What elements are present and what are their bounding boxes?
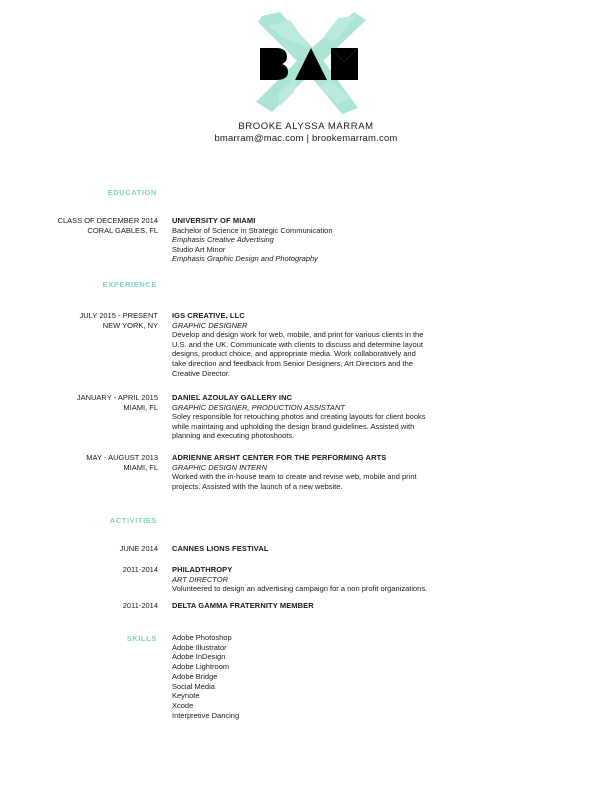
entry-line: Soley responsible for retouching photos and creating layouts for client books [172, 412, 426, 422]
entry-details [172, 565, 462, 594]
entry-org: IGS CREATIVE, LLC [172, 311, 245, 320]
entry-line: Creative Director. [172, 368, 230, 378]
entry-location: MIAMI, FL [123, 462, 158, 472]
entry-org: DANIEL AZOULAY GALLERY INC [172, 393, 293, 402]
entry-location: CORAL GABLES, FL [87, 225, 158, 235]
skill-item: Adobe Lightroom [172, 662, 230, 672]
entry-org: ADRIENNE ARSHT CENTER FOR THE PERFORMING ARTS [172, 453, 387, 462]
entry-details [172, 601, 462, 611]
section-title-experience: EXPERIENCE [102, 280, 157, 289]
skill-item: Social Media [172, 681, 215, 691]
entry-line: Develop and design work for web, mobile, and print for various clients in the [172, 330, 424, 340]
entry-org: UNIVERSITY OF MIAMI [172, 216, 256, 225]
entry-line: Volunteered to design an advertising campaign for a non profit organizations. [172, 584, 428, 594]
skill-item: Adobe Photoshop [172, 633, 232, 642]
brush-x-logo-graphic [250, 8, 370, 118]
entry-line: Worked with the in-house team to create and revise web, mobile and print [172, 472, 417, 482]
bam-logo [250, 8, 370, 118]
entry-line: Bachelor of Science in Strategic Communication [172, 225, 333, 235]
entry-details [172, 544, 462, 554]
skill-item: Adobe InDesign [172, 652, 226, 662]
entry-details [172, 393, 462, 441]
entry-line: while maintaing and upholding the design brand guidelines. Assisted with [172, 421, 415, 431]
entry-date: 2011-2014 [122, 565, 158, 574]
entry-line: designs, product choice, and appropriate media. Work collaboratively and [172, 349, 416, 359]
entry-line: Emphasis Creative Advertising [172, 235, 274, 245]
skill-item: Adobe Bridge [172, 671, 218, 681]
entry-line: projects. Assisted with the launch of a new website. [172, 481, 343, 491]
entry-role: GRAPHIC DESIGNER, PRODUCTION ASSISTANT [172, 402, 345, 412]
entry-org: PHILADTHROPY [172, 565, 233, 574]
entry-date: 2011-2014 [122, 601, 158, 610]
entry-line: planning and executing photoshoots. [172, 431, 295, 441]
entry-dates [8, 393, 158, 412]
entry-org: CANNES LIONS FESTIVAL [172, 544, 269, 553]
entry-location: MIAMI, FL [123, 402, 158, 412]
section-title-education: EDUCATION [107, 188, 157, 197]
entry-dates [8, 453, 158, 472]
contact-line: bmarram@mac.com | brookemarram.com [214, 133, 398, 144]
resume-name: BROOKE ALYSSA MARRAM [238, 121, 374, 132]
entry-date: MAY - AUGUST 2013 [86, 453, 158, 462]
entry-dates [8, 216, 158, 235]
entry-line: U.S. and the UK. Communicate with clients to discuss and determine layout [172, 339, 423, 349]
entry-org: DELTA GAMMA FRATERNITY MEMBER [172, 601, 314, 610]
entry-line: take direction and feedback from Senior Designers, Art Directors and the [172, 358, 413, 368]
entry-details [172, 453, 462, 491]
entry-line: Studio Art Minor [172, 244, 226, 254]
skill-item: Keynote [172, 691, 200, 701]
entry-details [172, 311, 462, 378]
entry-date: CLASS OF DECEMBER 2014 [57, 216, 158, 225]
entry-role: GRAPHIC DESIGNER [172, 320, 248, 330]
entry-role: ART DIRECTOR [172, 574, 228, 584]
entry-dates [8, 311, 158, 330]
skill-item: Adobe Illustrator [172, 642, 227, 652]
section-title-skills: SKILLS [126, 634, 157, 643]
entry-date: JULY 2015 - PRESENT [79, 311, 158, 320]
entry-date: JANUARY - APRIL 2015 [76, 393, 158, 402]
entry-location: NEW YORK, NY [102, 320, 158, 330]
entry-date: JUNE 2014 [119, 544, 158, 553]
entry-role: GRAPHIC DESIGN INTERN [172, 462, 268, 472]
skill-item: Xcode [172, 700, 194, 710]
entry-details [172, 216, 462, 264]
skill-item: Interpretive Dancing [172, 710, 240, 720]
skills-list [172, 633, 239, 720]
section-title-activities: ACTIVITIES [109, 516, 157, 525]
entry-line: Emphasis Graphic Design and Photography [172, 254, 318, 264]
